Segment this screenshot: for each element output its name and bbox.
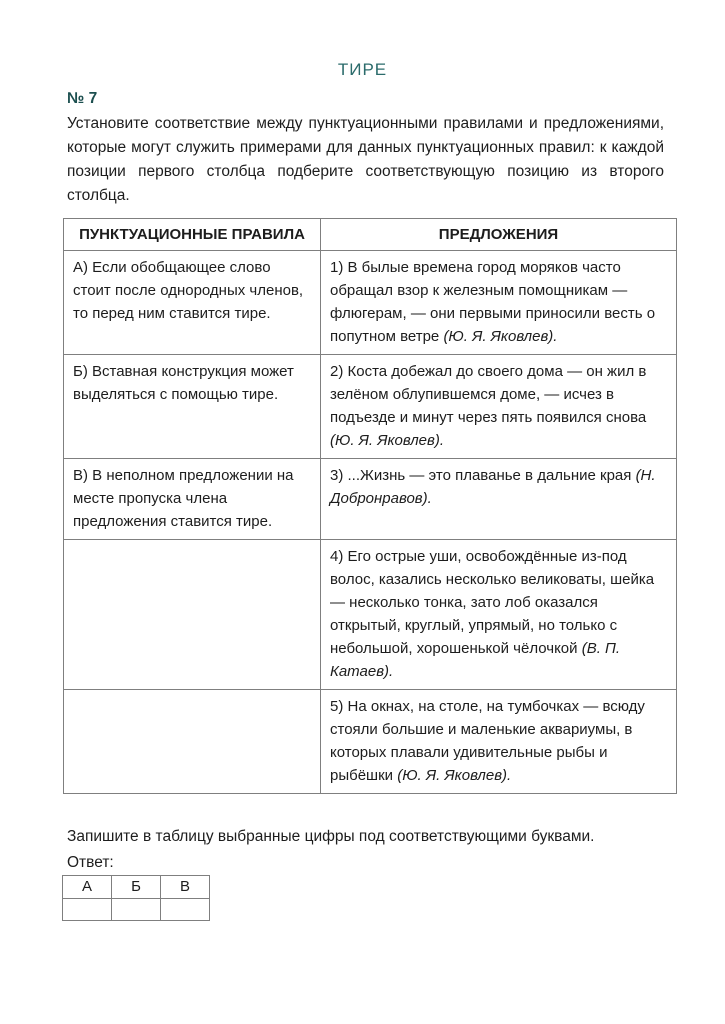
rules-header-cell: ПУНКТУАЦИОННЫЕ ПРАВИЛА bbox=[64, 219, 321, 251]
table-row bbox=[64, 690, 677, 794]
author-credit: (Н. Добронравов). bbox=[330, 467, 656, 507]
answer-header-cell: А bbox=[63, 876, 112, 899]
match-table-header-row bbox=[64, 219, 677, 251]
answer-input-cell bbox=[161, 899, 210, 921]
task-instruction: Установите соответствие между пунктуационными правилами и предложениями, которые могут служить примерами для данных пунктуационных правил: к каждой позиции первого столбца подберите соответствующую позицию из второго столбца. bbox=[67, 115, 664, 204]
answer-header-cell: Б bbox=[112, 876, 161, 899]
answer-value-row bbox=[63, 899, 210, 921]
sentence-text: 3) ...Жизнь — это плаванье в дальние края bbox=[330, 467, 636, 484]
sentence-cell bbox=[321, 540, 677, 690]
sentence-text: 5) На окнах, на столе, на тумбочках — всюду стояли большие и маленькие аквариумы, в которых плавали удивительные рыбы и рыбёшки bbox=[330, 698, 645, 784]
rule-cell bbox=[64, 540, 321, 690]
table-row bbox=[64, 459, 677, 540]
author-credit: (Ю. Я. Яковлев). bbox=[397, 767, 512, 784]
author-credit: (Ю. Я. Яковлев). bbox=[443, 328, 558, 345]
author-credit: (Ю. Я. Яковлев). bbox=[330, 432, 445, 449]
table-row bbox=[64, 355, 677, 459]
rule-cell: А) Если обобщающее слово стоит после однородных членов, то перед ним ставится тире. bbox=[64, 251, 321, 355]
author-credit: (В. П. Катаев). bbox=[330, 640, 621, 680]
answer-label: Ответ: bbox=[67, 854, 114, 871]
page-title: ТИРЕ bbox=[337, 60, 388, 79]
sentence-text: 2) Коста добежал до своего дома — он жил в зелёном облупившемся доме, — исчез в подъезде и минут через пять появился снова bbox=[330, 363, 647, 426]
sentence-text: 1) В былые времена город моряков часто обращал взор к железным помощникам — флюгерам, — они первыми приносили весть о попутном ветре bbox=[330, 259, 656, 345]
task-number: № 7 bbox=[67, 90, 98, 107]
write-instruction: Запишите в таблицу выбранные цифры под соответствующими буквами. bbox=[67, 828, 595, 845]
table-row bbox=[64, 251, 677, 355]
match-table bbox=[63, 218, 677, 794]
sentence-cell bbox=[321, 459, 677, 540]
rule-cell bbox=[64, 690, 321, 794]
table-row bbox=[64, 540, 677, 690]
answer-header-cell: В bbox=[161, 876, 210, 899]
answer-header-row bbox=[63, 876, 210, 899]
answer-table bbox=[62, 875, 210, 921]
answer-input-cell bbox=[112, 899, 161, 921]
sentence-text: 4) Его острые уши, освобождённые из-под волос, казались несколько великоваты, шейка — несколько тонка, зато лоб оказался открытый, круглый, упрямый, но только с небольшой, хорошенькой чёлочкой bbox=[330, 548, 655, 657]
answer-input-cell bbox=[63, 899, 112, 921]
rule-cell: Б) Вставная конструкция может выделяться с помощью тире. bbox=[64, 355, 321, 459]
sentences-header-cell: ПРЕДЛОЖЕНИЯ bbox=[321, 219, 677, 251]
rule-cell: В) В неполном предложении на месте пропуска члена предложения ставится тире. bbox=[64, 459, 321, 540]
sentence-cell bbox=[321, 355, 677, 459]
sentence-cell bbox=[321, 690, 677, 794]
sentence-cell bbox=[321, 251, 677, 355]
